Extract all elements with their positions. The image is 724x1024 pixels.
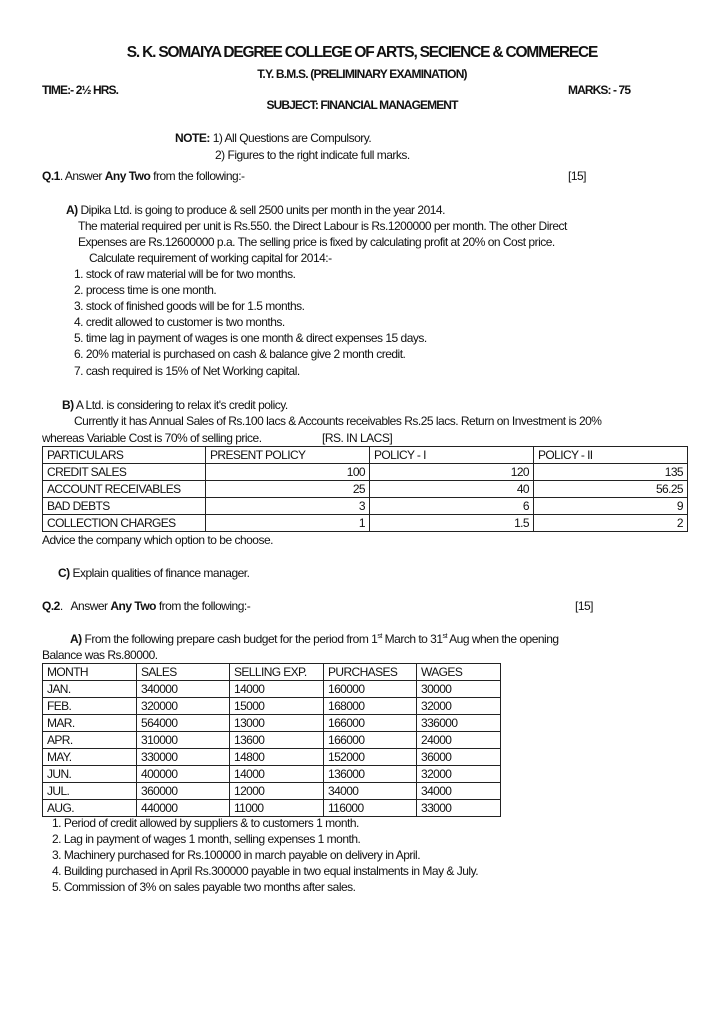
table-cell: 310000 bbox=[137, 732, 230, 749]
q1b-label: B) bbox=[62, 398, 74, 412]
table-cell: FEB. bbox=[43, 698, 137, 715]
q2a-point: 3. Machinery purchased for Rs.100000 in march payable on delivery in April. bbox=[52, 848, 421, 862]
q1-marks: [15] bbox=[568, 169, 587, 183]
table-row bbox=[43, 481, 688, 498]
q1-suffix: from the following:- bbox=[150, 169, 245, 183]
table-cell: 24000 bbox=[417, 732, 501, 749]
q1a-label: A) bbox=[66, 203, 78, 217]
table-cell: 40 bbox=[370, 481, 534, 498]
q1-emph: Any Two bbox=[104, 169, 151, 183]
table-cell: MAR. bbox=[43, 715, 137, 732]
q2a-text: March to 31 bbox=[381, 632, 443, 646]
table-cell: JUL. bbox=[43, 783, 137, 800]
q1a-point: 5. time lag in payment of wages is one month & direct expenses 15 days. bbox=[74, 331, 427, 345]
table-cell: JUN. bbox=[43, 766, 137, 783]
table-cell: 152000 bbox=[324, 749, 417, 766]
table-header: POLICY - II bbox=[534, 447, 688, 464]
note-label: NOTE: bbox=[175, 131, 210, 145]
table-cell: 13600 bbox=[230, 732, 324, 749]
table-cell: AUG. bbox=[43, 800, 137, 817]
exam-time: TIME:- 2½ HRS. bbox=[42, 83, 119, 97]
q2a-line bbox=[70, 632, 559, 646]
q2a-point: 4. Building purchased in April Rs.300000 payable in two equal instalments in May & July. bbox=[52, 864, 479, 878]
table-cell: CREDIT SALES bbox=[43, 464, 206, 481]
table-row bbox=[43, 732, 501, 749]
table-cell: 336000 bbox=[417, 715, 501, 732]
table-cell: 32000 bbox=[417, 698, 501, 715]
q1b-line: Currently it has Annual Sales of Rs.100 lacs & Accounts receivables Rs.25 lacs. Return on Investment is 20% bbox=[74, 414, 602, 428]
table-cell: MAY. bbox=[43, 749, 137, 766]
table-cell: 32000 bbox=[417, 766, 501, 783]
table-header-row bbox=[43, 447, 688, 464]
table-cell: 25 bbox=[206, 481, 370, 498]
q2-emph: Any Two bbox=[110, 599, 156, 613]
q1-prefix: . Answer bbox=[59, 169, 105, 183]
q2a-text: From the following prepare cash budget for the period from 1 bbox=[81, 632, 378, 646]
table-cell: 340000 bbox=[137, 681, 230, 698]
cash-budget-table bbox=[42, 663, 501, 817]
table-cell: 56.25 bbox=[534, 481, 688, 498]
exam-subject: SUBJECT: FINANCIAL MANAGEMENT bbox=[266, 98, 458, 112]
table-row bbox=[43, 681, 501, 698]
table-header: PURCHASES bbox=[324, 664, 417, 681]
q1b-line: whereas Variable Cost is 70% of selling price. bbox=[42, 431, 262, 445]
q2-heading bbox=[42, 599, 250, 613]
table-cell: 3 bbox=[206, 498, 370, 515]
note-line-1 bbox=[175, 131, 371, 145]
table-header: SALES bbox=[137, 664, 230, 681]
table-header: PARTICULARS bbox=[43, 447, 206, 464]
q2-number: Q.2 bbox=[42, 599, 60, 613]
table-cell: 360000 bbox=[137, 783, 230, 800]
table-cell: 15000 bbox=[230, 698, 324, 715]
q2a-point: 5. Commission of 3% on sales payable two months after sales. bbox=[52, 880, 356, 894]
table-cell: 120 bbox=[370, 464, 534, 481]
table-row bbox=[43, 715, 501, 732]
q2-suffix: from the following:- bbox=[155, 599, 251, 613]
table-row bbox=[43, 766, 501, 783]
table-cell: 34000 bbox=[417, 783, 501, 800]
table-cell: 2 bbox=[534, 515, 688, 532]
q1a-point: 1. stock of raw material will be for two months. bbox=[74, 267, 296, 281]
table-cell: 6 bbox=[370, 498, 534, 515]
q1-number: Q.1 bbox=[42, 169, 60, 183]
table-row bbox=[43, 515, 688, 532]
table-cell: 116000 bbox=[324, 800, 417, 817]
q1a-point: 7. cash required is 15% of Net Working capital. bbox=[74, 364, 300, 378]
q1a-point: 4. credit allowed to customer is two months. bbox=[74, 315, 285, 329]
table-cell: JAN. bbox=[43, 681, 137, 698]
table-cell: 160000 bbox=[324, 681, 417, 698]
table-cell: 30000 bbox=[417, 681, 501, 698]
table-cell: 14000 bbox=[230, 681, 324, 698]
table-cell: 12000 bbox=[230, 783, 324, 800]
q1-heading bbox=[42, 169, 245, 183]
table-cell: 564000 bbox=[137, 715, 230, 732]
table-cell: 168000 bbox=[324, 698, 417, 715]
table-cell: APR. bbox=[43, 732, 137, 749]
table-row bbox=[43, 749, 501, 766]
table-cell: 166000 bbox=[324, 715, 417, 732]
table-cell: ACCOUNT RECEIVABLES bbox=[43, 481, 206, 498]
q2a-point: 2. Lag in payment of wages 1 month, selling expenses 1 month. bbox=[52, 832, 361, 846]
table-cell: 100 bbox=[206, 464, 370, 481]
q1a-point: 6. 20% material is purchased on cash & balance give 2 month credit. bbox=[74, 347, 406, 361]
q1a-line bbox=[66, 203, 445, 217]
note-item: 2) Figures to the right indicate full marks. bbox=[215, 148, 410, 162]
q1a-text: Dipika Ltd. is going to produce & sell 2500 units per month in the year 2014. bbox=[77, 203, 445, 217]
q2a-text: Aug when the opening bbox=[446, 632, 559, 646]
table-header-row bbox=[43, 664, 501, 681]
table-cell: BAD DEBTS bbox=[43, 498, 206, 515]
table-cell: 33000 bbox=[417, 800, 501, 817]
q1c-text: Explain qualities of finance manager. bbox=[69, 566, 250, 580]
q1b-line bbox=[62, 398, 288, 412]
q2-prefix: . Answer bbox=[59, 599, 111, 613]
q1a-point: 2. process time is one month. bbox=[74, 283, 217, 297]
table-header: MONTH bbox=[43, 664, 137, 681]
q1a-line: Expenses are Rs.12600000 p.a. The selling price is fixed by calculating profit at 20% on Cost price. bbox=[78, 235, 555, 249]
table-cell: 11000 bbox=[230, 800, 324, 817]
note-item: 1) All Questions are Compulsory. bbox=[212, 131, 372, 145]
table-row bbox=[43, 783, 501, 800]
exam-title: T.Y. B.M.S. (PRELIMINARY EXAMINATION) bbox=[257, 67, 467, 81]
table-cell: 36000 bbox=[417, 749, 501, 766]
q1b-unit: [RS. IN LACS] bbox=[322, 431, 393, 445]
q2a-label: A) bbox=[70, 632, 82, 646]
exam-marks: MARKS: - 75 bbox=[568, 83, 631, 97]
q1b-advice: Advice the company which option to be choose. bbox=[42, 533, 273, 547]
credit-policy-table bbox=[42, 446, 688, 532]
table-cell: 14000 bbox=[230, 766, 324, 783]
college-name: S. K. SOMAIYA DEGREE COLLEGE OF ARTS, SECIENCE & COMMERECE bbox=[126, 44, 598, 61]
table-cell: 14800 bbox=[230, 749, 324, 766]
table-row bbox=[43, 464, 688, 481]
table-cell: 440000 bbox=[137, 800, 230, 817]
table-row bbox=[43, 800, 501, 817]
table-cell: 9 bbox=[534, 498, 688, 515]
table-header: SELLING EXP. bbox=[230, 664, 324, 681]
table-header: POLICY - I bbox=[370, 447, 534, 464]
q1c-line bbox=[58, 566, 249, 580]
table-cell: 136000 bbox=[324, 766, 417, 783]
q1a-line: Calculate requirement of working capital for 2014:- bbox=[89, 251, 332, 265]
table-cell: 400000 bbox=[137, 766, 230, 783]
table-cell: 1 bbox=[206, 515, 370, 532]
q1a-line: The material required per unit is Rs.550. the Direct Labour is Rs.1200000 per month. The other Direct bbox=[78, 219, 567, 233]
table-cell: COLLECTION CHARGES bbox=[43, 515, 206, 532]
table-cell: 320000 bbox=[137, 698, 230, 715]
q1c-label: C) bbox=[58, 566, 70, 580]
table-cell: 166000 bbox=[324, 732, 417, 749]
q2a-sup: st bbox=[377, 633, 382, 640]
table-cell: 330000 bbox=[137, 749, 230, 766]
table-header: WAGES bbox=[417, 664, 501, 681]
q2a-line: Balance was Rs.80000. bbox=[42, 648, 158, 662]
table-row bbox=[43, 698, 501, 715]
q2a-sup: st bbox=[442, 633, 447, 640]
q2-marks: [15] bbox=[575, 599, 594, 613]
table-header: PRESENT POLICY bbox=[206, 447, 370, 464]
table-cell: 135 bbox=[534, 464, 688, 481]
table-cell: 13000 bbox=[230, 715, 324, 732]
table-row bbox=[43, 498, 688, 515]
q2a-point: 1. Period of credit allowed by suppliers & to customers 1 month. bbox=[52, 816, 359, 830]
q1a-point: 3. stock of finished goods will be for 1.5 months. bbox=[74, 299, 305, 313]
table-cell: 34000 bbox=[324, 783, 417, 800]
table-cell: 1.5 bbox=[370, 515, 534, 532]
q1b-text: A Ltd. is considering to relax it's credit policy. bbox=[73, 398, 288, 412]
